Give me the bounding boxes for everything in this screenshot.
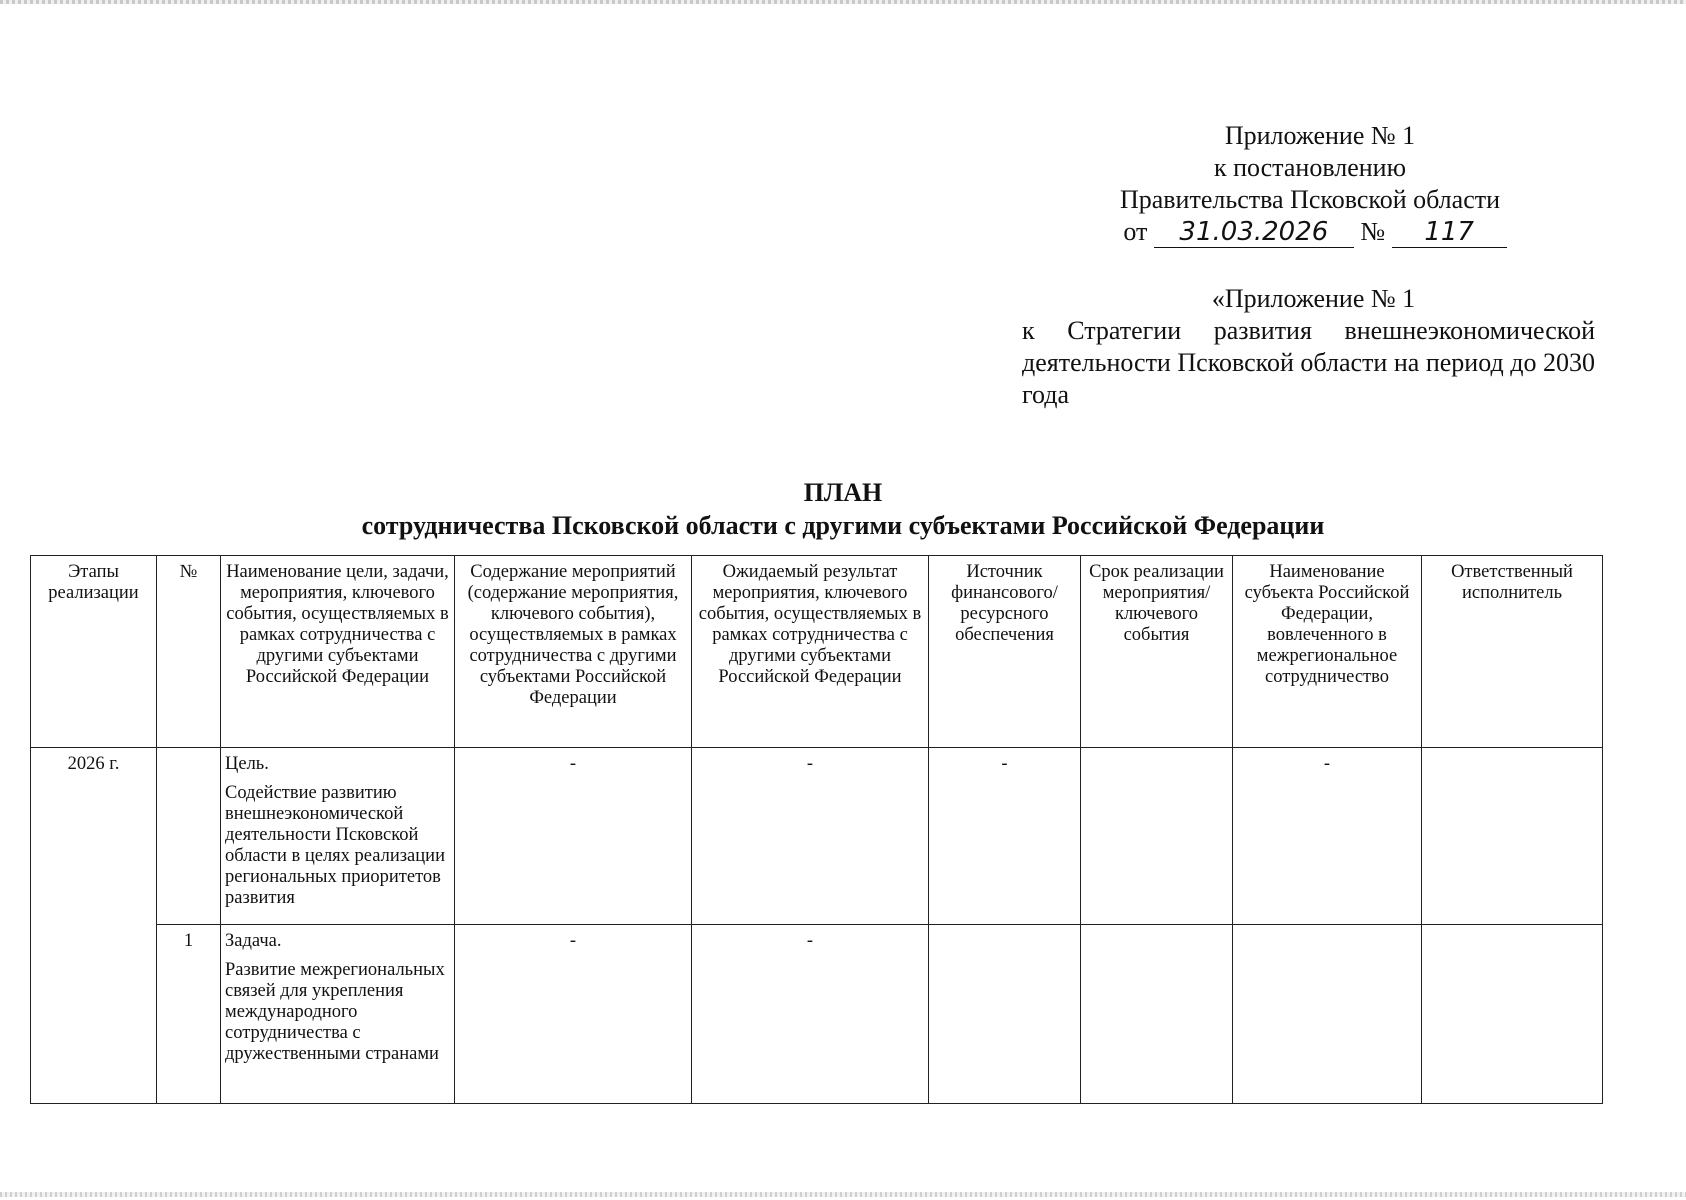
header-source: Источник финансового/ ресурсного обеспечения [929, 556, 1081, 748]
from-label: от [1123, 217, 1148, 246]
cell-goal-number [157, 748, 221, 925]
cell-goal-content: - [455, 748, 692, 925]
plan-title: ПЛАН [803, 478, 883, 507]
plan-subtitle: сотрудничества Псковской области с другими субъектами Российской Федерации [361, 511, 1325, 540]
approval-line-3: Правительства Псковской области [1119, 185, 1501, 214]
annex-block [1022, 283, 1595, 411]
annex-heading: «Приложение № 1 [1211, 284, 1416, 313]
cell-task-content: - [455, 925, 692, 1104]
goal-text: Содействие развитию внешнеэкономической деятельности Псковской области в целях реализации региональных приоритетов развития [225, 783, 445, 908]
approval-block [1040, 120, 1580, 248]
cell-task-number: 1 [157, 925, 221, 1104]
header-region: Наименование субъекта Российской Федерации, вовлеченного в межрегиональное сотрудничество [1233, 556, 1422, 748]
header-stage: Этапы реализации [31, 556, 157, 748]
header-result: Ожидаемый результат мероприятия, ключевого события, осуществляемых в рамках сотрудничества с другими субъектами Российской Федерации [692, 556, 929, 748]
cell-goal-name [221, 748, 455, 925]
cell-task-name [221, 925, 455, 1104]
cell-task-term [1081, 925, 1233, 1104]
approval-line-2: к постановлению [1213, 153, 1407, 182]
cell-task-region [1233, 925, 1422, 1104]
approval-date: 31.03.2026 [1154, 217, 1354, 248]
cell-goal-source: - [929, 748, 1081, 925]
approval-date-row [1040, 216, 1580, 248]
annex-body: к Стратегии развития внешнеэкономической деятельности Псковской области на период до 2030 года [1022, 316, 1595, 409]
cell-task-executor [1422, 925, 1603, 1104]
cell-task-source [929, 925, 1081, 1104]
table-header-row [31, 556, 1603, 748]
cell-goal-term [1081, 748, 1233, 925]
table-row-task [31, 925, 1603, 1104]
cell-task-result: - [692, 925, 929, 1104]
table-row-goal [31, 748, 1603, 925]
task-text: Развитие межрегиональных связей для укрепления международного сотрудничества с дружественными странами [225, 960, 445, 1064]
header-name: Наименование цели, задачи, мероприятия, ключевого события, осуществляемых в рамках сотрудничества с другими субъектами Российской Федерации [221, 556, 455, 748]
cell-goal-region: - [1233, 748, 1422, 925]
task-label: Задача. [225, 931, 282, 951]
header-number: № [157, 556, 221, 748]
plan-table [30, 555, 1603, 1104]
cell-stage: 2026 г. [31, 748, 157, 1104]
scan-edge-top [0, 0, 1686, 4]
goal-label: Цель. [225, 754, 269, 774]
scan-edge-bottom [0, 1192, 1686, 1197]
header-executor: Ответственный исполнитель [1422, 556, 1603, 748]
header-content: Содержание мероприятий (содержание мероприятия, ключевого события), осуществляемых в рамках сотрудничества с другими субъектами Российской Федерации [455, 556, 692, 748]
number-label: № [1360, 217, 1386, 246]
cell-goal-result: - [692, 748, 929, 925]
approval-number: 117 [1392, 217, 1507, 248]
header-term: Срок реализации мероприятия/ ключевого события [1081, 556, 1233, 748]
cell-goal-executor [1422, 748, 1603, 925]
plan-title-block [0, 476, 1686, 542]
approval-line-1: Приложение № 1 [1224, 121, 1416, 150]
